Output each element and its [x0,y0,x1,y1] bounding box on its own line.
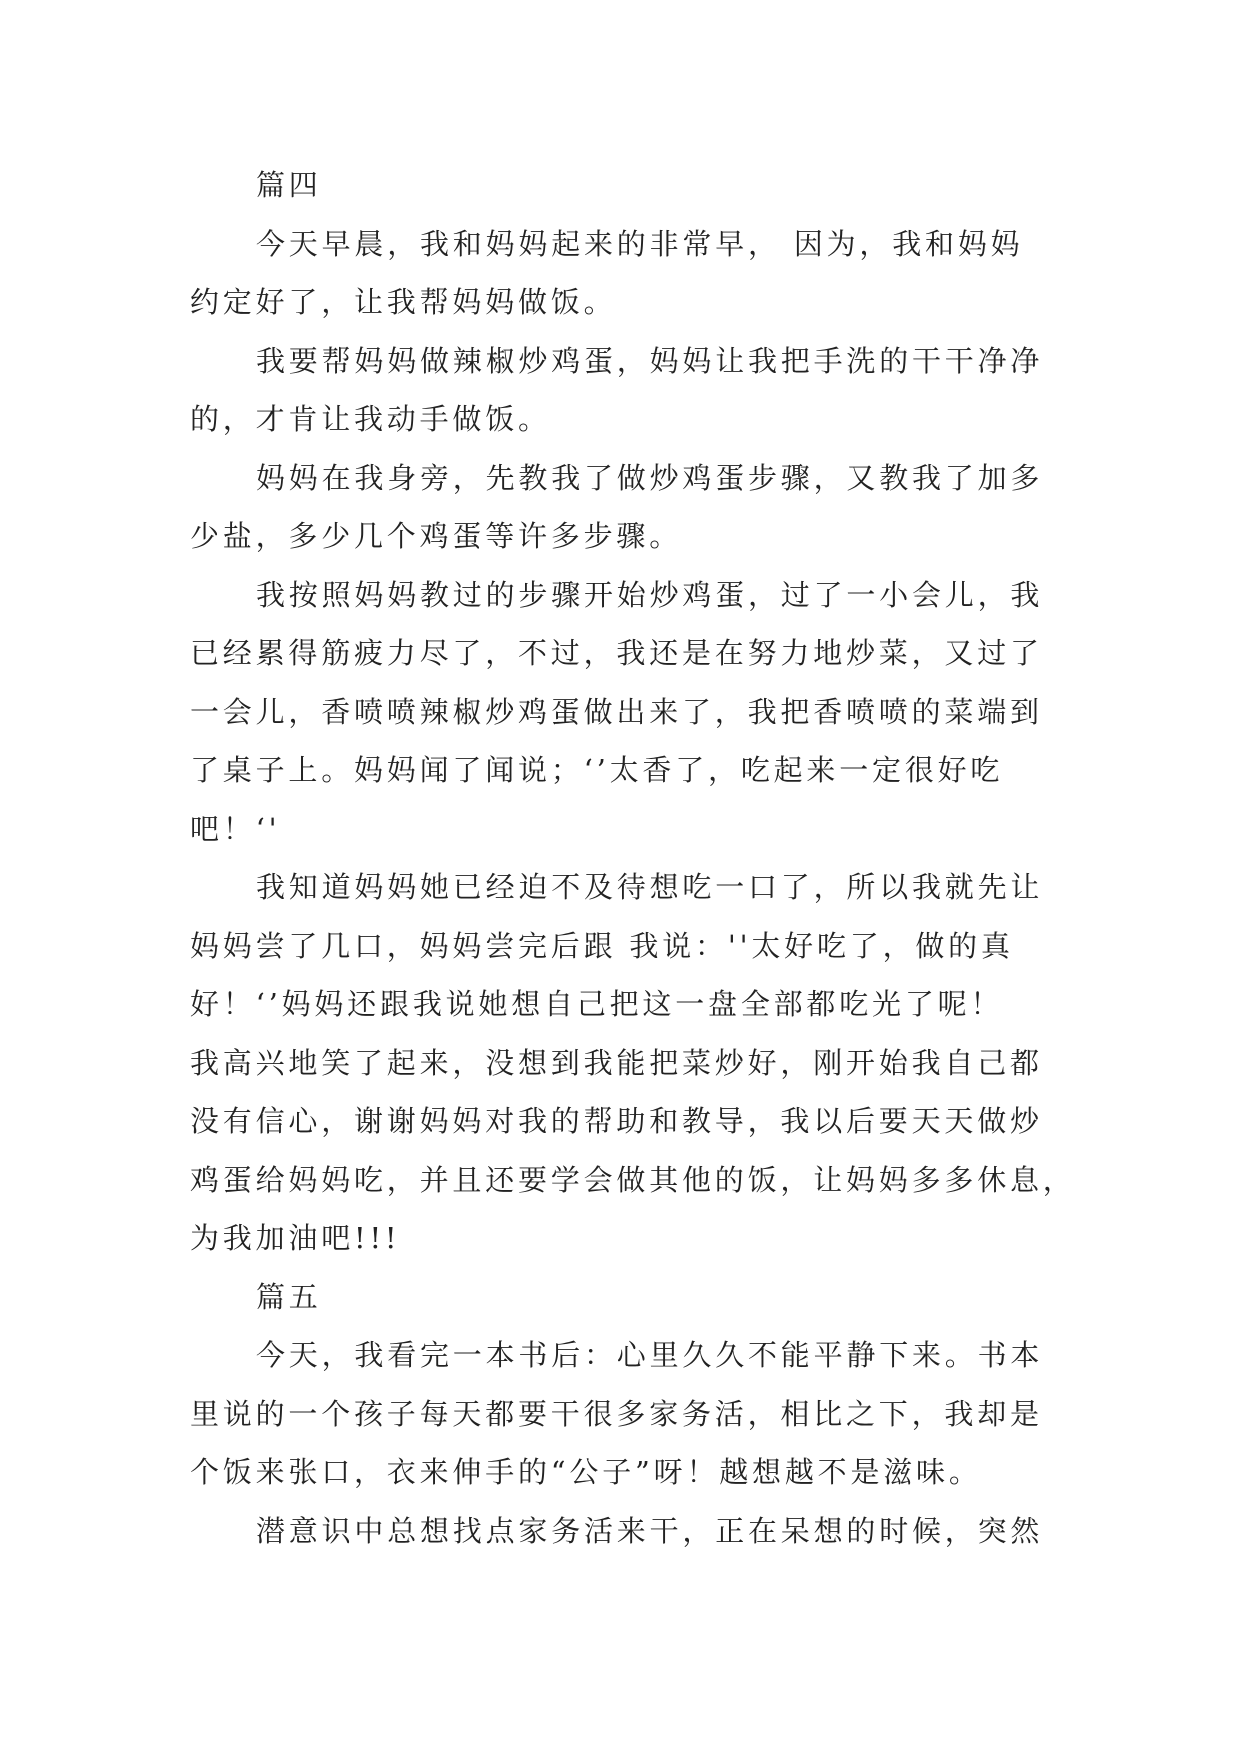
paragraph-line: 一会儿，香喷喷辣椒炒鸡蛋做出来了，我把香喷喷的菜端到 [190,694,1043,729]
paragraph-line: 今天，我看完一本书后：心里久久不能平静下来。书本 [256,1338,1044,1372]
paragraph-line: 的，才肯让我动手做饭。 [190,402,551,436]
paragraph-line: 个饭来张口，衣来伸手的“公子”呀！越想越不是滋味。 [190,1455,982,1489]
paragraph-line: 我高兴地笑了起来，没想到我能把菜炒好，刚开始我自己都 [190,1045,1043,1080]
paragraph-line: 约定好了，让我帮妈妈做饭。 [190,285,617,319]
paragraph-line: 好！‘’妈妈还跟我说她想自己把这一盘全部都吃光了呢！ [190,987,1004,1021]
paragraph-line: 为我加油吧!!! [190,1221,401,1255]
section-heading: 篇五 [256,1279,322,1314]
paragraph-line: 今天早晨，我和妈妈起来的非常早， 因为，我和妈妈 [256,226,1024,261]
paragraph-line: 潜意识中总想找点家务活来干，正在呆想的时候，突然 [256,1513,1044,1548]
paragraph-line: 妈妈尝了几口，妈妈尝完后跟 我说：''太好吃了，做的真 [190,928,1014,963]
section-heading: 篇四 [256,168,322,202]
paragraph-line: 鸡蛋给妈妈吃，并且还要学会做其他的饭，让妈妈多多休息， [190,1162,1076,1197]
paragraph-line: 妈妈在我身旁，先教我了做炒鸡蛋步骤，又教我了加多 [256,460,1044,495]
paragraph-line: 了桌子上。妈妈闻了闻说；‘’太香了，吃起来一定很好吃 [190,753,1004,787]
paragraph-line: 没有信心，谢谢妈妈对我的帮助和教导，我以后要天天做炒 [190,1104,1043,1138]
paragraph-line: 我要帮妈妈做辣椒炒鸡蛋，妈妈让我把手洗的干干净净 [256,343,1044,378]
paragraph-line: 我按照妈妈教过的步骤开始炒鸡蛋，过了一小会儿，我 [256,577,1044,612]
document-body [190,156,1076,1560]
paragraph-line: 吧！‘' [190,811,281,846]
paragraph-line: 里说的一个孩子每天都要干很多家务活，相比之下，我却是 [190,1396,1043,1431]
paragraph-line: 我知道妈妈她已经迫不及待想吃一口了，所以我就先让 [256,870,1044,904]
paragraph-line: 少盐，多少几个鸡蛋等许多步骤。 [190,519,683,553]
paragraph-line: 已经累得筋疲力尽了，不过，我还是在努力地炒菜，又过了 [190,636,1043,670]
